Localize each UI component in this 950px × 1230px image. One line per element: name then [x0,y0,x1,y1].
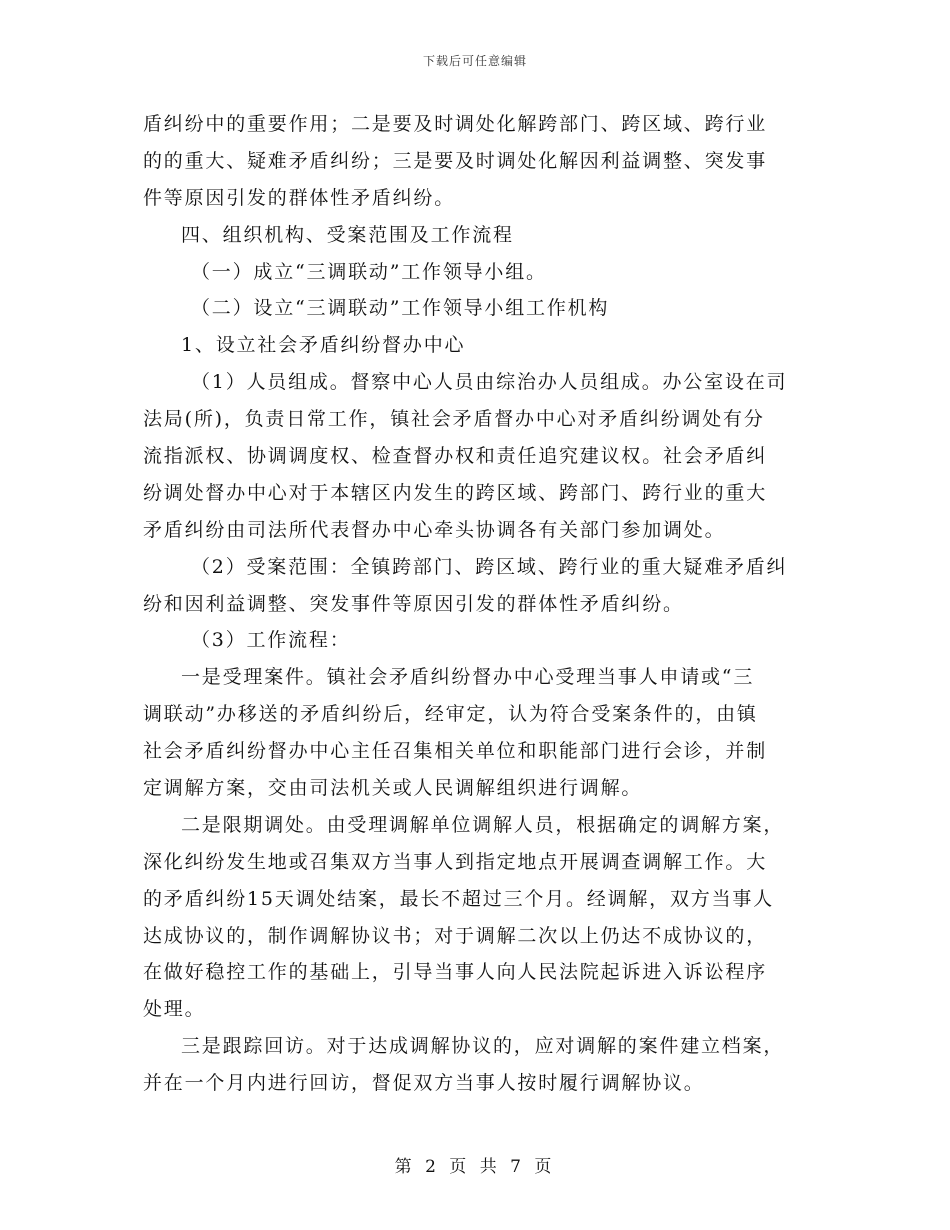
body-line: 纷调处督办中心对于本辖区内发生的跨区域、跨部门、跨行业的重大 [143,481,768,504]
body-line: 达成协议的，制作调解协议书；对于调解二次以上仍达不成协议的， [143,924,768,947]
body-line: （1）人员组成。督察中心人员由综治办人员组成。办公室设在司 [191,371,788,394]
subsection-heading: （一）成立“三调联动”工作领导小组。 [191,260,547,283]
section-heading: 四、组织机构、受案范围及工作流程 [181,223,514,246]
body-line: 在做好稳控工作的基础上，引导当事人向人民法院起诉进入诉讼程序 [143,961,768,984]
body-line: 二是限期调处。由受理调解单位调解人员，根据确定的调解方案， [181,813,785,836]
body-line: 的的重大、疑难矛盾纠纷；三是要及时调处化解因利益调整、突发事 [143,149,768,172]
body-line: 一是受理案件。镇社会矛盾纠纷督办中心受理当事人申请或“三 [181,666,755,689]
body-line: 处理。 [143,998,206,1021]
body-line: 盾纠纷中的重要作用；二是要及时调处化解跨部门、跨区域、跨行业 [143,113,768,135]
item-heading: 1、设立社会矛盾纠纷督办中心 [181,334,466,357]
item-heading: （3）工作流程： [191,629,351,652]
body-line: 并在一个月内进行回访，督促双方当事人按时履行调解协议。 [143,1072,705,1095]
body-line: 流指派权、协调调度权、检查督办权和责任追究建议权。社会矛盾纠 [143,445,768,468]
subsection-heading: （二）设立“三调联动”工作领导小组工作机构 [191,297,610,320]
body-line: 三是跟踪回访。对于达成调解协议的，应对调解的案件建立档案， [181,1035,785,1058]
body-line: 社会矛盾纠纷督办中心主任召集相关单位和职能部门进行会诊，并制 [143,740,768,763]
body-line: （2）受案范围：全镇跨部门、跨区域、跨行业的重大疑难矛盾纠 [191,555,788,578]
body-line: 件等原因引发的群体性矛盾纠纷。 [143,186,456,209]
document-body [143,106,811,1102]
body-line: 法局(所)，负责日常工作，镇社会矛盾督办中心对矛盾纠纷调处有分 [143,408,765,431]
body-line: 矛盾纠纷由司法所代表督办中心牵头协调各有关部门参加调处。 [143,518,726,541]
body-line: 定调解方案，交由司法机关或人民调解组织进行调解。 [143,777,643,800]
body-line: 的矛盾纠纷15天调处结案，最长不超过三个月。经调解，双方当事人 [143,887,774,910]
page-header-note: 下载后可任意编辑 [422,54,527,68]
body-line: 调联动”办移送的矛盾纠纷后，经审定，认为符合受案条件的，由镇 [143,703,758,726]
body-line: 深化纠纷发生地或召集双方当事人到指定地点开展调查调解工作。大 [143,850,768,873]
page-number: 第 2 页 共 7 页 [394,1157,556,1177]
body-line: 纷和因利益调整、突发事件等原因引发的群体性矛盾纠纷。 [143,592,684,615]
